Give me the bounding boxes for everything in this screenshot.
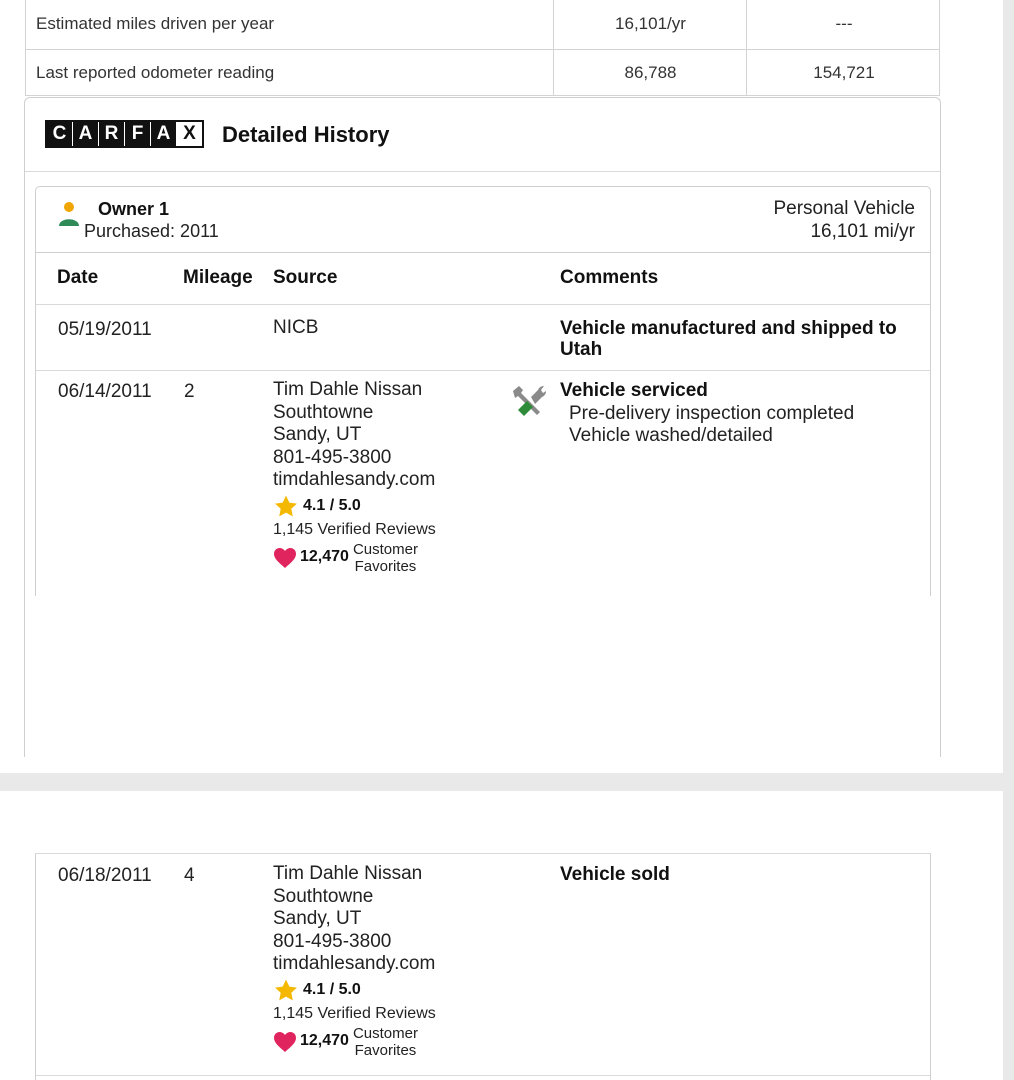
customer-favorites (273, 541, 436, 575)
summary-row-miles-per-year (25, 0, 940, 50)
logo-letter: R (99, 122, 124, 146)
section-title: Detailed History (222, 122, 390, 147)
summary-value-other: --- (746, 0, 941, 49)
table-row (35, 305, 931, 371)
owner-purchased: Purchased: 2011 (84, 221, 219, 241)
favorites-count: 12,470 (300, 1032, 349, 1050)
dealer-phone: 801-495-3800 (273, 446, 392, 468)
column-header-source: Source (273, 267, 338, 288)
rating-value: 4.1 / 5.0 (303, 981, 361, 999)
review-count: 1,145 Verified Reviews (273, 1004, 436, 1022)
dealer-name: Tim Dahle Nissan (273, 863, 423, 884)
summary-value-this-vehicle: 16,101/yr (553, 0, 747, 49)
record-source: NICB (273, 317, 319, 338)
summary-label: Last reported odometer reading (36, 62, 275, 82)
owner-name: Owner 1 (98, 199, 170, 219)
logo-letter: C (47, 122, 72, 146)
summary-value-this-vehicle: 86,788 (553, 50, 747, 95)
summary-label: Estimated miles driven per year (36, 14, 275, 33)
customer-favorites (273, 1025, 436, 1059)
owner-vehicle-type: Personal Vehicle (773, 198, 915, 219)
record-date: 06/14/2011 (58, 381, 152, 402)
favorites-label: Customer Favorites (352, 1024, 418, 1059)
favorites-count: 12,470 (300, 548, 349, 566)
dealer-phone: 801-495-3800 (273, 930, 392, 952)
record-source (273, 863, 436, 1059)
summary-value-other: 154,721 (746, 50, 941, 95)
comment-item: Pre-delivery inspection completed (569, 402, 855, 424)
table-row (35, 371, 931, 596)
tools-icon (509, 383, 547, 421)
dealer-location: Sandy, UT (273, 424, 362, 445)
favorites-label: Customer Favorites (352, 540, 418, 575)
record-mileage: 4 (184, 865, 195, 886)
dealer-rating (273, 978, 436, 1004)
owner-summary (35, 186, 931, 253)
record-date: 05/19/2011 (58, 319, 152, 340)
dealer-name-2: Southtowne (273, 401, 374, 423)
record-mileage: 2 (184, 381, 195, 402)
record-comment-title: Vehicle sold (560, 864, 670, 885)
report-page-2 (0, 791, 1003, 1080)
record-comment-title: Vehicle manufactured and shipped to Utah (560, 318, 897, 360)
detailed-history-panel (24, 97, 941, 757)
row-divider (36, 1075, 930, 1076)
column-header-date: Date (57, 267, 99, 288)
dealer-rating (273, 494, 436, 520)
record-comment-title: Vehicle serviced (560, 380, 708, 401)
review-count: 1,145 Verified Reviews (273, 520, 436, 538)
detailed-history-header (25, 98, 940, 172)
logo-letter: X (177, 122, 202, 146)
logo-letter: A (151, 122, 176, 146)
star-icon (273, 494, 299, 519)
column-header-mileage: Mileage (183, 267, 253, 288)
record-source (273, 379, 436, 575)
record-date: 06/18/2011 (58, 865, 152, 886)
history-table-header (35, 253, 931, 305)
person-icon (58, 201, 80, 227)
owner-miles-per-year: 16,101 mi/yr (810, 221, 915, 242)
dealer-name: Tim Dahle Nissan (273, 379, 423, 400)
comment-item: Vehicle washed/detailed (569, 425, 773, 446)
logo-letter: A (73, 122, 98, 146)
dealer-location: Sandy, UT (273, 908, 362, 929)
heart-icon (273, 1031, 297, 1053)
star-icon (273, 978, 299, 1003)
record-comments (560, 380, 854, 448)
table-row (35, 853, 931, 1080)
dealer-website[interactable]: timdahlesandy.com (273, 953, 436, 974)
carfax-logo (45, 120, 204, 148)
dealer-name-2: Southtowne (273, 885, 374, 907)
column-header-comments: Comments (560, 267, 659, 288)
summary-row-odometer (25, 50, 940, 96)
logo-letter: F (125, 122, 150, 146)
rating-value: 4.1 / 5.0 (303, 497, 361, 515)
dealer-website[interactable]: timdahlesandy.com (273, 469, 436, 490)
heart-icon (273, 547, 297, 569)
